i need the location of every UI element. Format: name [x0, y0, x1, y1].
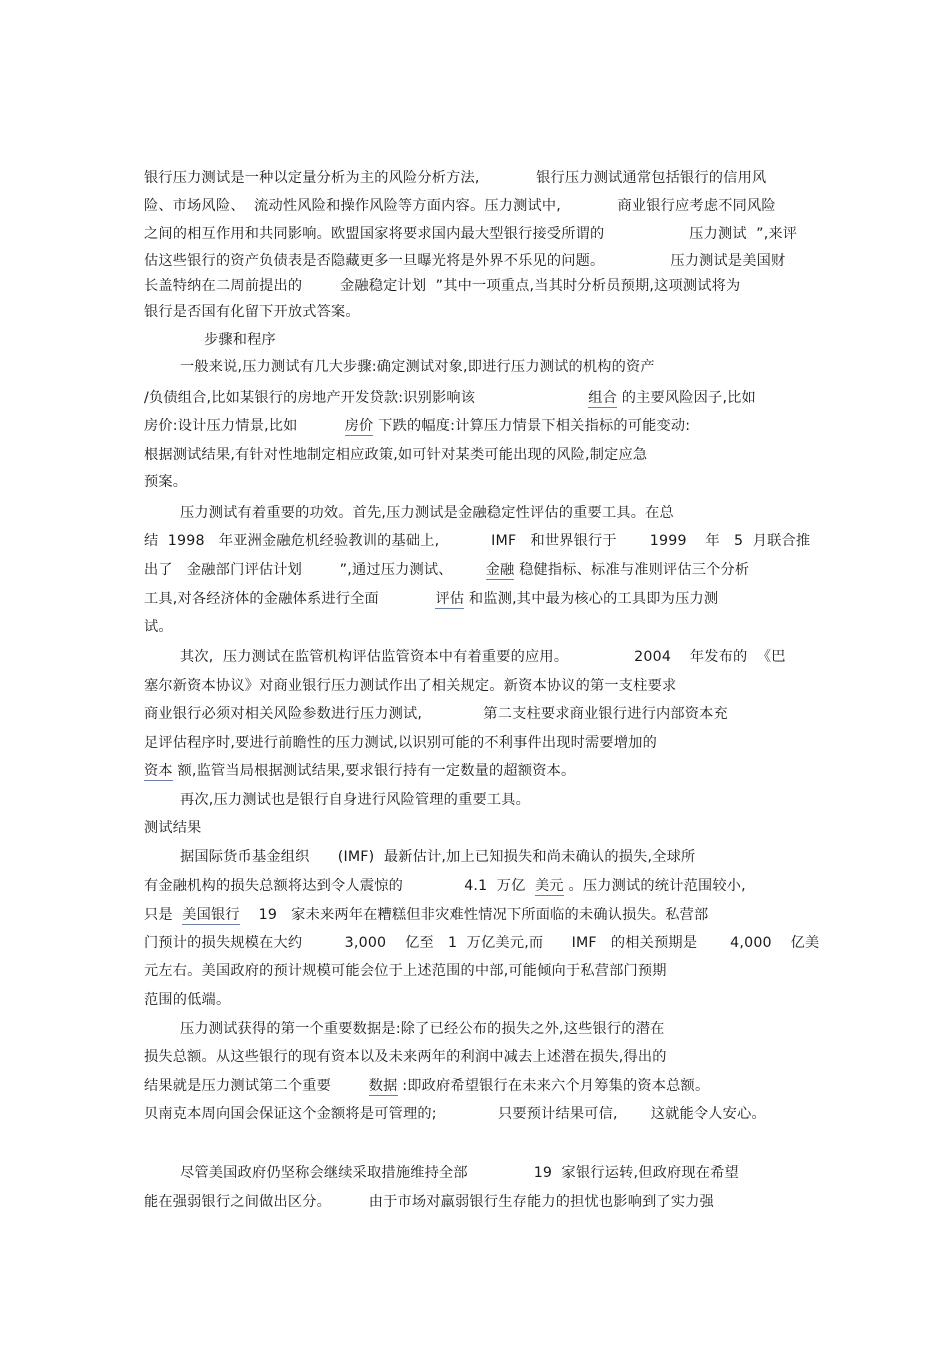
text-line: 损失总额。从这些银行的现有资本以及未来两年的利润中减去上述潜在损失,得出的: [144, 1049, 667, 1065]
text-line: 出了 金融部门评估计划 ”,通过压力测试、 金融 稳健指标、标准与准则评估三个分析: [144, 562, 750, 578]
text-line: 估这些银行的资产负债表是否隐藏更多一旦曝光将是外界不乐见的问题。 压力测试是美国财: [144, 253, 786, 269]
text-line: 银行是否国有化留下开放式答案。: [144, 304, 360, 320]
text-line: 险、市场风险、 流动性风险和操作风险等方面内容。压力测试中, 商业银行应考虑不同风险: [144, 198, 776, 214]
text-line: 能在强弱银行之间做出区分。 由于市场对羸弱银行生存能力的担忧也影响到了实力强: [144, 1194, 715, 1210]
link-assessment[interactable]: 评估: [435, 591, 465, 607]
text-line: 元左右。美国政府的预计规模可能会位于上述范围的中部,可能倾向于私营部门预期: [144, 963, 667, 979]
text-line: 试。: [144, 619, 173, 635]
section-heading-results: 测试结果: [144, 820, 202, 836]
text-line: 压力测试获得的第一个重要数据是:除了已经公布的损失之外,这些银行的潜在: [180, 1021, 665, 1037]
section-heading-steps: 步骤和程序: [204, 332, 276, 348]
text-line: 有金融机构的损失总额将达到令人震惊的 4.1 万亿 美元 。压力测试的统计范围较小,: [144, 878, 746, 894]
link-usd[interactable]: 美元: [534, 878, 564, 894]
text-line: 只是 美国银行 19 家未来两年在糟糕但非灾难性情况下所面临的未确认损失。私营部: [144, 907, 709, 923]
text-line: 长盖特纳在二周前提出的 金融稳定计划 ”其中一项重点,当其时分析员预期,这项测试将为: [144, 278, 741, 294]
text-line: 范围的低端。: [144, 992, 231, 1008]
link-capital[interactable]: 资本: [144, 763, 173, 779]
link-portfolio[interactable]: 组合: [588, 390, 618, 406]
text-line: 结 1998 年亚洲金融危机经验教训的基础上, IMF 和世界银行于 1999 年 5 月联合推: [144, 533, 811, 549]
text-line: /负债组合,比如某银行的房地产开发贷款:识别影响该 组合 的主要风险因子,比如: [144, 390, 756, 406]
text-line: 尽管美国政府仍坚称会继续采取措施维持全部 19 家银行运转,但政府现在希望: [180, 1165, 739, 1181]
text-line: 银行压力测试是一种以定量分析为主的风险分析方法, 银行压力测试通常包括银行的信用风: [144, 170, 767, 186]
text-line: 工具,对各经济体的金融体系进行全面 评估 和监测,其中最为核心的工具即为压力测: [144, 591, 719, 607]
text-line: 再次,压力测试也是银行自身进行风险管理的重要工具。: [180, 792, 531, 808]
text-line: 塞尔新资本协议》对商业银行压力测试作出了相关规定。新资本协议的第一支柱要求: [144, 678, 677, 694]
text-line: 之间的相互作用和共同影响。欧盟国家将要求国内最大型银行接受所谓的 压力测试 ”,来评: [144, 226, 798, 242]
text-line: 结果就是压力测试第二个重要 数据 :即政府希望银行在未来六个月筹集的资本总额。: [144, 1078, 710, 1094]
text-line: 房价:设计压力情景,比如 房价 下跌的幅度:计算压力情景下相关指标的可能变动:: [144, 418, 691, 434]
link-data[interactable]: 数据: [368, 1078, 398, 1094]
text-line: 据国际货币基金组织 (IMF) 最新估计,加上已知损失和尚未确认的损失,全球所: [180, 849, 696, 865]
text-line: 商业银行必须对相关风险参数进行压力测试, 第二支柱要求商业银行进行内部资本充: [144, 706, 728, 722]
link-finance[interactable]: 金融: [485, 562, 515, 578]
text-line: 预案。: [144, 474, 188, 490]
text-line: 根据测试结果,有针对性地制定相应政策,如可针对某类可能出现的风险,制定应急: [144, 447, 648, 463]
link-us-banks[interactable]: 美国银行: [182, 907, 240, 923]
text-line: 足评估程序时,要进行前瞻性的压力测试,以识别可能的不利事件出现时需要增加的: [144, 735, 657, 751]
text-line: 资本 额,监管当局根据测试结果,要求银行持有一定数量的超额资本。: [144, 763, 576, 779]
text-line: 一般来说,压力测试有几大步骤:确定测试对象,即进行压力测试的机构的资产: [180, 359, 655, 375]
text-line: 门预计的损失规模在大约 3,000 亿至 1 万亿美元,而 IMF 的相关预期是 4,000 亿美: [144, 935, 820, 951]
link-house-price[interactable]: 房价: [344, 418, 374, 434]
text-line: 贝南克本周向国会保证这个金额将是可管理的; 只要预计结果可信, 这就能令人安心。: [144, 1106, 766, 1122]
text-line: 其次, 压力测试在监管机构评估监管资本中有着重要的应用。 2004 年发布的 《巴: [180, 649, 786, 665]
text-line: 压力测试有着重要的功效。首先,压力测试是金融稳定性评估的重要工具。在总: [180, 505, 674, 521]
